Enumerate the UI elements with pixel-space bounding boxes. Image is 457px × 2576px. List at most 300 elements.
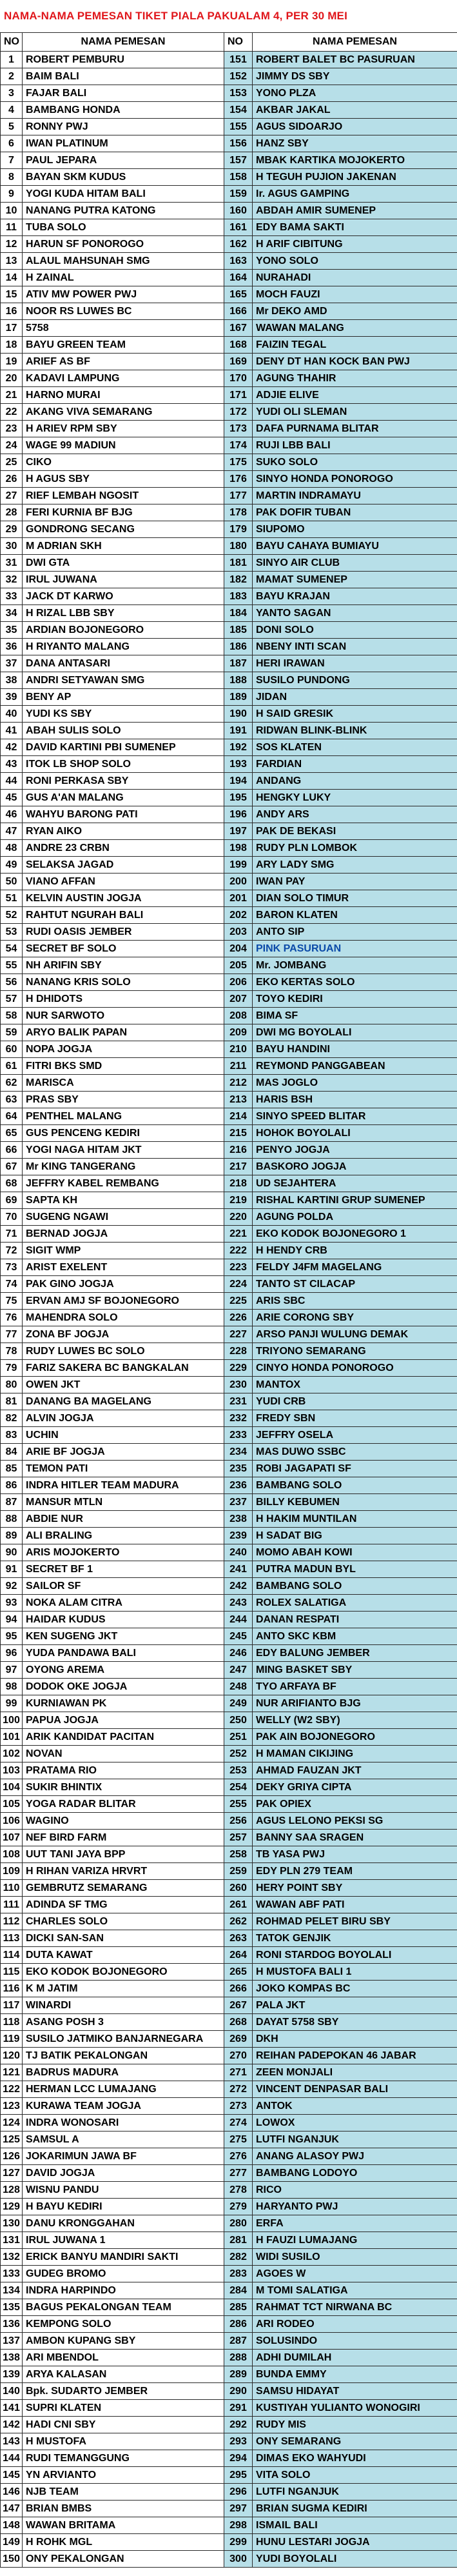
table-row xyxy=(1,2417,457,2433)
orderer-name-right: H HAKIM MUNTILAN xyxy=(253,1511,457,1528)
row-number-left: 85 xyxy=(1,1461,23,1477)
table-row xyxy=(1,236,457,253)
table-row xyxy=(1,2098,457,2115)
orderer-name-right: JIMMY DS SBY xyxy=(253,68,457,85)
table-row xyxy=(1,286,457,303)
orderer-name-left: ARIK KANDIDAT PACITAN xyxy=(23,1729,224,1746)
orderer-name-left: YOGA RADAR BLITAR xyxy=(23,1796,224,1813)
row-number-right: 222 xyxy=(224,1243,253,1259)
orderer-name-right: KUSTIYAH YULIANTO WONOGIRI xyxy=(253,2400,457,2417)
orderer-name-right: HENGKY LUKY xyxy=(253,790,457,806)
table-row xyxy=(1,1008,457,1024)
row-number-left: 39 xyxy=(1,689,23,706)
orderer-name-right: BAYU KRAJAN xyxy=(253,588,457,605)
row-number-left: 120 xyxy=(1,2048,23,2064)
row-number-right: 228 xyxy=(224,1343,253,1360)
orderer-name-left: GONDRONG SECANG xyxy=(23,521,224,538)
row-number-right: 174 xyxy=(224,437,253,454)
row-number-left: 78 xyxy=(1,1343,23,1360)
table-row xyxy=(1,2517,457,2534)
table-row xyxy=(1,2031,457,2048)
row-number-right: 249 xyxy=(224,1695,253,1712)
row-number-left: 79 xyxy=(1,1360,23,1377)
orderer-name-left: PAPUA JOGJA xyxy=(23,1712,224,1729)
orderer-name-right: DIAN SOLO TIMUR xyxy=(253,890,457,907)
row-number-left: 68 xyxy=(1,1175,23,1192)
orderer-name-right: ANTO SIP xyxy=(253,924,457,941)
row-number-left: 73 xyxy=(1,1259,23,1276)
table-row xyxy=(1,790,457,806)
table-row xyxy=(1,957,457,974)
orderer-name-right: HARYANTO PWJ xyxy=(253,2199,457,2215)
row-number-right: 296 xyxy=(224,2484,253,2501)
row-number-right: 242 xyxy=(224,1578,253,1595)
orderer-name-right: WAWAN MALANG xyxy=(253,320,457,337)
row-number-right: 223 xyxy=(224,1259,253,1276)
header-no-left: NO xyxy=(1,33,23,52)
orderer-name-left: H DHIDOTS xyxy=(23,991,224,1008)
table-row xyxy=(1,706,457,723)
table-row xyxy=(1,471,457,488)
row-number-right: 202 xyxy=(224,907,253,924)
row-number-left: 88 xyxy=(1,1511,23,1528)
row-number-left: 22 xyxy=(1,404,23,421)
table-row xyxy=(1,2551,457,2568)
table-row xyxy=(1,1393,457,1410)
orderer-name-right: HERI IRAWAN xyxy=(253,655,457,672)
table-row xyxy=(1,1477,457,1494)
table-row xyxy=(1,1913,457,1930)
row-number-left: 5 xyxy=(1,119,23,135)
orderer-name-left: TUBA SOLO xyxy=(23,219,224,236)
orderer-name-left: DWI GTA xyxy=(23,555,224,572)
orderer-name-left: DANANG BA MAGELANG xyxy=(23,1393,224,1410)
table-row xyxy=(1,354,457,370)
row-number-right: 288 xyxy=(224,2350,253,2366)
orderer-name-right: UD SEJAHTERA xyxy=(253,1175,457,1192)
table-row xyxy=(1,2282,457,2299)
orderer-name-right: BILLY KEBUMEN xyxy=(253,1494,457,1511)
table-row xyxy=(1,1159,457,1175)
orderer-name-right: AGUS LELONO PEKSI SG xyxy=(253,1813,457,1830)
row-number-right: 189 xyxy=(224,689,253,706)
table-row xyxy=(1,857,457,874)
orderer-name-right: DANAN RESPATI xyxy=(253,1612,457,1628)
table-row xyxy=(1,2333,457,2350)
orderer-name-left: H RIHAN VARIZA HRVRT xyxy=(23,1863,224,1880)
orderer-name-right: ANDY ARS xyxy=(253,806,457,823)
row-number-left: 144 xyxy=(1,2450,23,2467)
table-row xyxy=(1,1276,457,1293)
orderer-name-left: SUPRI KLATEN xyxy=(23,2400,224,2417)
row-number-left: 64 xyxy=(1,1108,23,1125)
row-number-left: 150 xyxy=(1,2551,23,2568)
orderer-name-left: DUTA KAWAT xyxy=(23,1947,224,1964)
row-number-left: 135 xyxy=(1,2299,23,2316)
orderer-name-left: HADI CNI SBY xyxy=(23,2417,224,2433)
row-number-right: 273 xyxy=(224,2098,253,2115)
row-number-left: 140 xyxy=(1,2383,23,2400)
orderer-name-right: WELLY (W2 SBY) xyxy=(253,1712,457,1729)
table-row xyxy=(1,488,457,504)
orderer-name-left: FARIZ SAKERA BC BANGKALAN xyxy=(23,1360,224,1377)
row-number-right: 177 xyxy=(224,488,253,504)
row-number-left: 103 xyxy=(1,1762,23,1779)
orderer-name-left: KADAVI LAMPUNG xyxy=(23,370,224,387)
table-row xyxy=(1,1813,457,1830)
table-row xyxy=(1,538,457,555)
table-row xyxy=(1,169,457,186)
orderer-name-left: H ZAINAL xyxy=(23,270,224,286)
row-number-left: 38 xyxy=(1,672,23,689)
table-row xyxy=(1,1628,457,1645)
row-number-left: 59 xyxy=(1,1024,23,1041)
table-row xyxy=(1,1125,457,1142)
row-number-right: 258 xyxy=(224,1846,253,1863)
table-row xyxy=(1,1762,457,1779)
orderer-name-left: RUDY LUWES BC SOLO xyxy=(23,1343,224,1360)
row-number-right: 240 xyxy=(224,1544,253,1561)
row-number-left: 74 xyxy=(1,1276,23,1293)
row-number-right: 226 xyxy=(224,1310,253,1326)
orderer-name-right: SOLUSINDO xyxy=(253,2333,457,2350)
orderer-name-left: WAGE 99 MADIUN xyxy=(23,437,224,454)
row-number-left: 12 xyxy=(1,236,23,253)
orderer-name-left: YUDI KS SBY xyxy=(23,706,224,723)
orderer-name-right: HOHOK BOYOLALI xyxy=(253,1125,457,1142)
row-number-left: 29 xyxy=(1,521,23,538)
table-row xyxy=(1,2383,457,2400)
row-number-right: 173 xyxy=(224,421,253,437)
row-number-left: 93 xyxy=(1,1595,23,1612)
row-number-left: 34 xyxy=(1,605,23,622)
row-number-left: 111 xyxy=(1,1897,23,1913)
orderer-name-left: SUSILO JATMIKO BANJARNEGARA xyxy=(23,2031,224,2048)
orderer-name-left: ARYO BALIK PAPAN xyxy=(23,1024,224,1041)
orderer-name-right: ADHI DUMILAH xyxy=(253,2350,457,2366)
row-number-left: 116 xyxy=(1,1981,23,1997)
orderer-name-left: NANANG PUTRA KATONG xyxy=(23,203,224,219)
orderer-name-left: ALI BRALING xyxy=(23,1528,224,1544)
table-row xyxy=(1,1679,457,1695)
row-number-left: 65 xyxy=(1,1125,23,1142)
table-row xyxy=(1,1779,457,1796)
row-number-right: 274 xyxy=(224,2115,253,2132)
row-number-left: 145 xyxy=(1,2467,23,2484)
row-number-right: 158 xyxy=(224,169,253,186)
orderer-name-right: HERY POINT SBY xyxy=(253,1880,457,1897)
orderer-name-left: AKANG VIVA SEMARANG xyxy=(23,404,224,421)
row-number-right: 181 xyxy=(224,555,253,572)
row-number-right: 191 xyxy=(224,723,253,739)
table-row xyxy=(1,974,457,991)
row-number-right: 176 xyxy=(224,471,253,488)
row-number-left: 60 xyxy=(1,1041,23,1058)
row-number-left: 72 xyxy=(1,1243,23,1259)
row-number-left: 149 xyxy=(1,2534,23,2551)
row-number-left: 86 xyxy=(1,1477,23,1494)
table-row xyxy=(1,521,457,538)
row-number-left: 23 xyxy=(1,421,23,437)
orderer-name-right: DAFA PURNAMA BLITAR xyxy=(253,421,457,437)
row-number-left: 9 xyxy=(1,186,23,203)
row-number-left: 132 xyxy=(1,2249,23,2266)
table-row xyxy=(1,421,457,437)
orderer-name-left: PENTHEL MALANG xyxy=(23,1108,224,1125)
row-number-left: 129 xyxy=(1,2199,23,2215)
row-number-left: 46 xyxy=(1,806,23,823)
orderer-name-left: ERICK BANYU MANDIRI SAKTI xyxy=(23,2249,224,2266)
row-number-left: 44 xyxy=(1,773,23,790)
orderer-name-left: SELAKSA JAGAD xyxy=(23,857,224,874)
row-number-right: 279 xyxy=(224,2199,253,2215)
orderer-name-left: ARIST EXELENT xyxy=(23,1259,224,1276)
orderer-name-left: NJB TEAM xyxy=(23,2484,224,2501)
table-row xyxy=(1,2266,457,2282)
orderer-name-left: FITRI BKS SMD xyxy=(23,1058,224,1075)
orderer-name-right: PAK AIN BOJONEGORO xyxy=(253,1729,457,1746)
orderer-name-left: ARIEF AS BF xyxy=(23,354,224,370)
row-number-right: 235 xyxy=(224,1461,253,1477)
table-row xyxy=(1,1712,457,1729)
orderer-name-right: ROLEX SALATIGA xyxy=(253,1595,457,1612)
orderer-name-right: DWI MG BOYOLALI xyxy=(253,1024,457,1041)
row-number-right: 209 xyxy=(224,1024,253,1041)
row-number-left: 21 xyxy=(1,387,23,404)
row-number-left: 69 xyxy=(1,1192,23,1209)
row-number-right: 294 xyxy=(224,2450,253,2467)
orderer-name-right: ABDAH AMIR SUMENEP xyxy=(253,203,457,219)
row-number-left: 11 xyxy=(1,219,23,236)
table-row xyxy=(1,370,457,387)
table-row xyxy=(1,2316,457,2333)
table-row xyxy=(1,1142,457,1159)
table-row xyxy=(1,1695,457,1712)
orderer-name-right: MAS DUWO SSBC xyxy=(253,1444,457,1461)
row-number-right: 165 xyxy=(224,286,253,303)
orderer-name-left: ABAH SULIS SOLO xyxy=(23,723,224,739)
orderer-name-right: MOCH FAUZI xyxy=(253,286,457,303)
orderer-name-right: RAHMAT TCT NIRWANA BC xyxy=(253,2299,457,2316)
row-number-left: 75 xyxy=(1,1293,23,1310)
orderer-name-right: ARIS SBC xyxy=(253,1293,457,1310)
header-name-left: NAMA PEMESAN xyxy=(23,33,224,52)
row-number-left: 31 xyxy=(1,555,23,572)
row-number-right: 246 xyxy=(224,1645,253,1662)
table-row xyxy=(1,1796,457,1813)
table-row xyxy=(1,1662,457,1679)
row-number-right: 254 xyxy=(224,1779,253,1796)
row-number-left: 117 xyxy=(1,1997,23,2014)
row-number-left: 107 xyxy=(1,1830,23,1846)
orderer-name-right: HUNU LESTARI JOGJA xyxy=(253,2534,457,2551)
orderer-name-right: SINYO SPEED BLITAR xyxy=(253,1108,457,1125)
row-number-left: 142 xyxy=(1,2417,23,2433)
table-row xyxy=(1,2165,457,2182)
table-row xyxy=(1,1729,457,1746)
row-number-right: 186 xyxy=(224,639,253,655)
orderer-name-right: PUTRA MADUN BYL xyxy=(253,1561,457,1578)
row-number-right: 265 xyxy=(224,1964,253,1981)
row-number-right: 268 xyxy=(224,2014,253,2031)
orderer-name-right: ARI RODEO xyxy=(253,2316,457,2333)
orderer-name-left: ANDRE 23 CRBN xyxy=(23,840,224,857)
row-number-right: 183 xyxy=(224,588,253,605)
orderer-name-left: WAWAN BRITAMA xyxy=(23,2517,224,2534)
table-row xyxy=(1,152,457,169)
row-number-left: 54 xyxy=(1,941,23,957)
table-row xyxy=(1,52,457,68)
orderer-name-right: LUTFI NGANJUK xyxy=(253,2484,457,2501)
table-row xyxy=(1,823,457,840)
orderer-name-right: SIUPOMO xyxy=(253,521,457,538)
orderer-name-right: EKO KERTAS SOLO xyxy=(253,974,457,991)
row-number-right: 250 xyxy=(224,1712,253,1729)
row-number-right: 251 xyxy=(224,1729,253,1746)
row-number-left: 16 xyxy=(1,303,23,320)
orderer-name-right: NBENY INTI SCAN xyxy=(253,639,457,655)
orderer-name-left: M ADRIAN SKH xyxy=(23,538,224,555)
row-number-right: 295 xyxy=(224,2467,253,2484)
row-number-right: 238 xyxy=(224,1511,253,1528)
orderer-name-right: BAMBANG LODOYO xyxy=(253,2165,457,2182)
orderer-table xyxy=(0,32,457,2568)
orderer-name-left: RONI PERKASA SBY xyxy=(23,773,224,790)
table-row xyxy=(1,1410,457,1427)
table-row xyxy=(1,1226,457,1243)
orderer-name-left: WINARDI xyxy=(23,1997,224,2014)
orderer-name-left: H MUSTOFA xyxy=(23,2433,224,2450)
row-number-left: 32 xyxy=(1,572,23,588)
orderer-name-right: ANTOK xyxy=(253,2098,457,2115)
orderer-name-left: TEMON PATI xyxy=(23,1461,224,1477)
table-row xyxy=(1,1494,457,1511)
row-number-right: 286 xyxy=(224,2316,253,2333)
orderer-name-left: BADRUS MADURA xyxy=(23,2064,224,2081)
orderer-name-right: ROHMAD PELET BIRU SBY xyxy=(253,1913,457,1930)
orderer-name-right: SAMSU HIDAYAT xyxy=(253,2383,457,2400)
orderer-name-left: BAIM BALI xyxy=(23,68,224,85)
table-row xyxy=(1,2501,457,2517)
row-number-right: 252 xyxy=(224,1746,253,1762)
row-number-right: 197 xyxy=(224,823,253,840)
table-row xyxy=(1,890,457,907)
row-number-left: 6 xyxy=(1,135,23,152)
orderer-name-right: BAYU HANDINI xyxy=(253,1041,457,1058)
orderer-name-right: TB YASA PWJ xyxy=(253,1846,457,1863)
row-number-left: 58 xyxy=(1,1008,23,1024)
row-number-left: 10 xyxy=(1,203,23,219)
orderer-name-left: 5758 xyxy=(23,320,224,337)
orderer-name-right: RICO xyxy=(253,2182,457,2199)
orderer-name-left: RUDI OASIS JEMBER xyxy=(23,924,224,941)
row-number-left: 98 xyxy=(1,1679,23,1695)
row-number-left: 4 xyxy=(1,102,23,119)
row-number-left: 66 xyxy=(1,1142,23,1159)
row-number-right: 168 xyxy=(224,337,253,354)
table-row xyxy=(1,1544,457,1561)
table-row xyxy=(1,2366,457,2383)
orderer-name-left: EKO KODOK BOJONEGORO xyxy=(23,1964,224,1981)
orderer-name-right: TANTO ST CILACAP xyxy=(253,1276,457,1293)
row-number-left: 136 xyxy=(1,2316,23,2333)
table-row xyxy=(1,68,457,85)
orderer-name-left: ARDIAN BOJONEGORO xyxy=(23,622,224,639)
row-number-right: 229 xyxy=(224,1360,253,1377)
table-row xyxy=(1,806,457,823)
row-number-right: 282 xyxy=(224,2249,253,2266)
row-number-right: 255 xyxy=(224,1796,253,1813)
table-row xyxy=(1,2467,457,2484)
row-number-left: 100 xyxy=(1,1712,23,1729)
row-number-left: 134 xyxy=(1,2282,23,2299)
row-number-left: 41 xyxy=(1,723,23,739)
orderer-name-left: ANDRI SETYAWAN SMG xyxy=(23,672,224,689)
orderer-name-right: NURAHADI xyxy=(253,270,457,286)
orderer-name-left: DAVID KARTINI PBI SUMENEP xyxy=(23,739,224,756)
orderer-name-right: NUR ARIFIANTO BJG xyxy=(253,1695,457,1712)
row-number-left: 30 xyxy=(1,538,23,555)
row-number-right: 269 xyxy=(224,2031,253,2048)
orderer-name-right: PAK DE BEKASI xyxy=(253,823,457,840)
orderer-name-right: VINCENT DENPASAR BALI xyxy=(253,2081,457,2098)
row-number-left: 130 xyxy=(1,2215,23,2232)
row-number-right: 192 xyxy=(224,739,253,756)
table-row xyxy=(1,1360,457,1377)
row-number-right: 157 xyxy=(224,152,253,169)
row-number-right: 256 xyxy=(224,1813,253,1830)
orderer-name-left: PRAS SBY xyxy=(23,1092,224,1108)
table-body xyxy=(1,52,457,2568)
table-row xyxy=(1,2433,457,2450)
row-number-right: 297 xyxy=(224,2501,253,2517)
table-row xyxy=(1,1528,457,1544)
row-number-left: 147 xyxy=(1,2501,23,2517)
row-number-left: 48 xyxy=(1,840,23,857)
row-number-right: 219 xyxy=(224,1192,253,1209)
row-number-right: 291 xyxy=(224,2400,253,2417)
table-row xyxy=(1,639,457,655)
table-row xyxy=(1,1326,457,1343)
orderer-name-left: SIGIT WMP xyxy=(23,1243,224,1259)
row-number-right: 261 xyxy=(224,1897,253,1913)
table-header-row xyxy=(1,33,457,52)
orderer-name-left: NUR SARWOTO xyxy=(23,1008,224,1024)
orderer-name-right: ROBI JAGAPATI SF xyxy=(253,1461,457,1477)
orderer-name-left: VIANO AFFAN xyxy=(23,874,224,890)
row-number-left: 28 xyxy=(1,504,23,521)
table-row xyxy=(1,186,457,203)
orderer-name-right: MOMO ABAH KOWI xyxy=(253,1544,457,1561)
orderer-name-left: OWEN JKT xyxy=(23,1377,224,1393)
orderer-name-right: PAK OPIEX xyxy=(253,1796,457,1813)
orderer-name-left: JACK DT KARWO xyxy=(23,588,224,605)
table-row xyxy=(1,907,457,924)
row-number-right: 188 xyxy=(224,672,253,689)
orderer-name-left: GUS A'AN MALANG xyxy=(23,790,224,806)
table-row xyxy=(1,404,457,421)
orderer-name-left: BENY AP xyxy=(23,689,224,706)
row-number-right: 241 xyxy=(224,1561,253,1578)
table-row xyxy=(1,387,457,404)
orderer-name-left: K M JATIM xyxy=(23,1981,224,1997)
table-row xyxy=(1,2400,457,2417)
table-row xyxy=(1,337,457,354)
orderer-name-left: IRUL JUWANA xyxy=(23,572,224,588)
row-number-left: 53 xyxy=(1,924,23,941)
table-row xyxy=(1,1846,457,1863)
table-row xyxy=(1,572,457,588)
